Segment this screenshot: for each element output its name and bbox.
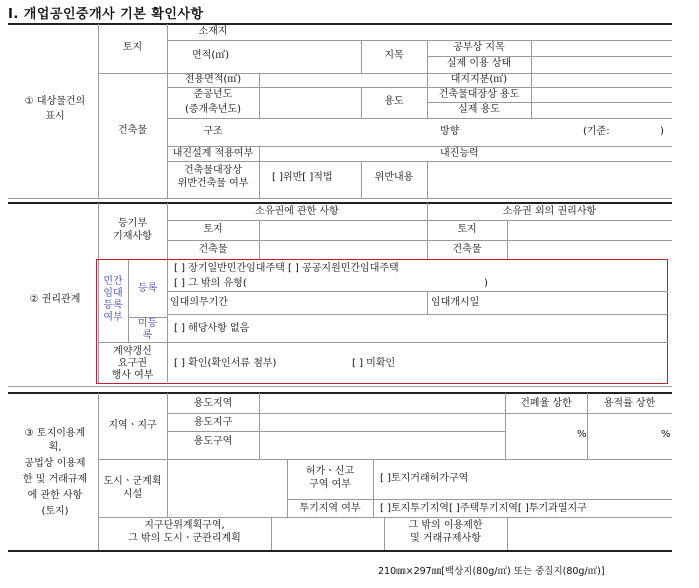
violation-options[interactable]: [ ]위반[ ]적법 [272, 172, 333, 183]
location-label: 소재지 [198, 26, 228, 37]
s3-label-line3: 공법상 이용제 [24, 458, 86, 469]
completion-year-line2: (증개축년도) [184, 104, 242, 115]
rental-type-other-close: ) [484, 278, 488, 289]
page-title: Ⅰ. 개업공인중개사 기본 확인사항 [8, 7, 204, 22]
unregistered-line2: 록 [142, 330, 153, 341]
land-share-label: 대지지분(㎡) [450, 74, 508, 85]
jimok-label: 지목 [384, 50, 404, 61]
ownership-land: 토지 [203, 224, 223, 235]
s3-label-line4: 한 및 거래규제 [22, 474, 88, 485]
private-rental-2: 임대 [103, 288, 123, 299]
violation-content-label: 위반내용 [374, 172, 414, 183]
seismic-design-label: 내진설계 적용여부 [172, 148, 254, 159]
private-rental-1: 민간 [103, 276, 123, 287]
other-restrictions-line2: 및 거래규제사항 [410, 533, 481, 544]
s2-label: ② 권리관계 [29, 294, 81, 305]
actual-use-label: 실제 이용 상태 [446, 58, 512, 69]
not-applicable-option[interactable]: [ ] 해당사항 없음 [174, 323, 250, 334]
far-percent: % [661, 429, 671, 440]
ownership-header: 소유권에 관한 사항 [255, 206, 339, 217]
official-jimok-label: 공부상 지목 [453, 42, 505, 53]
use-zone-label: 용도구역 [193, 436, 233, 447]
rental-type-options[interactable]: [ ] 장기일반민간임대주택 [ ] 공공지원민간임대주택 [174, 263, 399, 274]
seismic-capacity-label: 내진능력 [440, 148, 479, 159]
urban-plan-line1: 도시ㆍ군계획 [103, 476, 162, 487]
start-date-label: 임대개시일 [431, 297, 480, 308]
far-label: 용적률 상한 [603, 398, 656, 409]
district-plan-line2: 그 밖의 도시ㆍ군관리계획 [128, 533, 241, 544]
renewal-line2: 요구권 [118, 358, 147, 369]
use-district-label: 용도지구 [193, 417, 233, 428]
zone-label: 지역ㆍ지구 [108, 420, 157, 431]
s3-label-line5: 에 관한 사항 [27, 490, 83, 501]
other-building: 건축물 [452, 244, 482, 255]
use-area-label: 용도지역 [193, 398, 233, 409]
usage-label: 용도 [384, 96, 404, 107]
reference-label: (기준: [583, 126, 610, 137]
structure-label: 구조 [203, 126, 223, 137]
permit-option[interactable]: [ ]토지거래허가구역 [380, 473, 469, 484]
violation-line1: 건축물대장상 [184, 165, 242, 176]
registered-label: 등록 [137, 283, 158, 294]
private-rental-4: 여부 [103, 312, 123, 323]
actual-usage-label: 실제 용도 [458, 104, 500, 115]
building-header: 건축물 [118, 125, 147, 136]
s3-label-line6: (토지) [41, 506, 69, 517]
permit-line2: 구역 여부 [309, 479, 351, 490]
s3-label-line2: 획, [48, 442, 62, 453]
bcr-percent: % [577, 429, 587, 440]
private-rental-3: 등록 [103, 300, 123, 311]
urban-plan-line2: 시설 [122, 489, 143, 500]
speculation-options[interactable]: [ ]토지투기지역[ ]주택투기지역[ ]투기과열지구 [380, 503, 587, 514]
s3-label-line1: ③ 토지이용계 [24, 428, 86, 439]
other-rights-header: 소유권 외의 권리사항 [502, 206, 597, 217]
renewal-unconfirmed-option[interactable]: [ ] 미확인 [352, 358, 396, 369]
unregistered-line1: 미등 [137, 318, 158, 329]
s1-label-line1: ① 대상물건의 [24, 96, 86, 107]
renewal-line1: 계약갱신 [113, 346, 152, 357]
other-restrictions-line1: 그 밖의 이용제한 [408, 520, 483, 531]
registry-label-line2: 기재사항 [113, 231, 152, 242]
ownership-building: 건축물 [198, 244, 228, 255]
speculation-label: 투기지역 여부 [299, 503, 361, 514]
paper-spec-footer: 210㎜×297㎜[백상지(80g/㎡) 또는 중질지(80g/㎡)] [378, 566, 605, 577]
renewal-line3: 행사 여부 [111, 370, 154, 381]
completion-year-line1: 준공년도 [193, 89, 233, 100]
violation-line2: 위반건축물 여부 [177, 178, 249, 189]
direction-label: 방향 [440, 126, 460, 137]
other-land: 토지 [457, 224, 477, 235]
exclusive-area-label: 전용면적(㎡) [184, 74, 242, 85]
bcr-label: 건폐율 상한 [520, 398, 572, 409]
rental-type-other[interactable]: [ ] 그 밖의 유형( [174, 278, 247, 289]
registry-label-line1: 등기부 [118, 218, 147, 229]
registry-usage-label: 건축물대장상 용도 [438, 89, 520, 100]
reference-close: ) [660, 126, 664, 137]
renewal-confirm-option[interactable]: [ ] 확인(확인서류 첨부) [174, 358, 277, 369]
permit-line1: 허가ㆍ신고 [305, 466, 355, 477]
area-label: 면적(㎡) [192, 50, 230, 61]
s1-label-line2: 표시 [45, 111, 65, 122]
land-header: 토지 [122, 42, 143, 53]
district-plan-line1: 지구단위계획구역, [144, 520, 225, 531]
obligation-period-label: 임대의무기간 [170, 297, 228, 308]
